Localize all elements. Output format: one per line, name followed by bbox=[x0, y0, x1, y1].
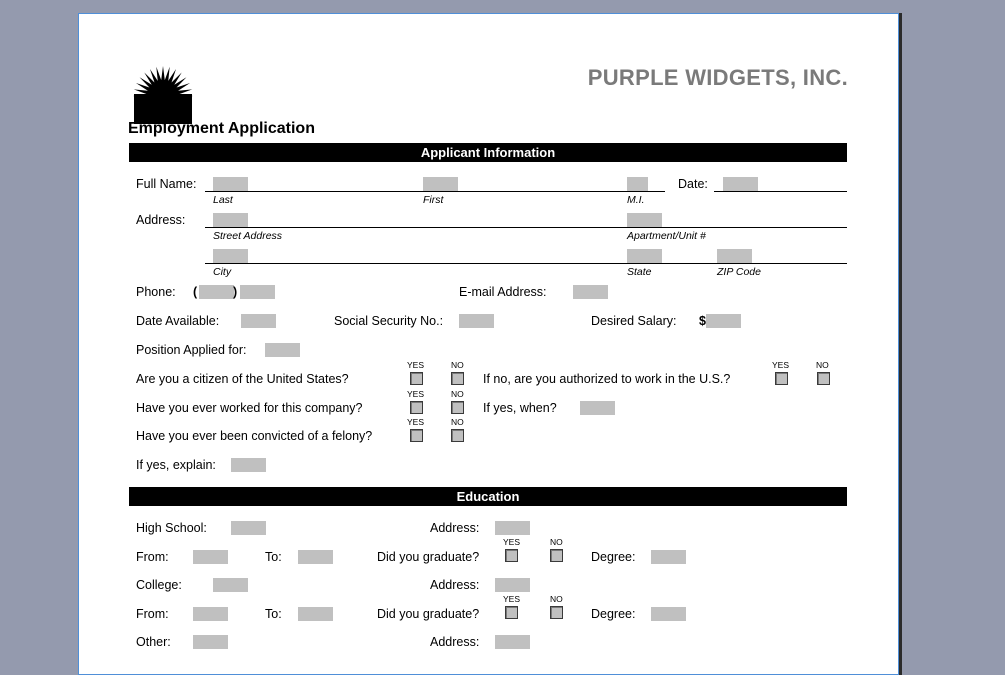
middle-initial-field[interactable] bbox=[627, 177, 648, 191]
street-caption: Street Address bbox=[213, 230, 283, 242]
other-address-label: Address: bbox=[430, 635, 480, 649]
date-label: Date: bbox=[678, 177, 708, 191]
other-label: Other: bbox=[136, 635, 171, 649]
explain-field[interactable] bbox=[231, 458, 266, 472]
no-caption: NO bbox=[451, 389, 464, 399]
when-label: If yes, when? bbox=[483, 401, 557, 415]
last-caption: Last bbox=[213, 194, 233, 206]
citizen-question: Are you a citizen of the United States? bbox=[136, 372, 349, 386]
explain-label: If yes, explain: bbox=[136, 458, 216, 472]
address-label: Address: bbox=[136, 213, 186, 227]
college-label: College: bbox=[136, 578, 182, 592]
ssn-label: Social Security No.: bbox=[334, 314, 444, 328]
college-address-label: Address: bbox=[430, 578, 480, 592]
college-address-field[interactable] bbox=[495, 578, 530, 592]
college-graduate-no-checkbox[interactable] bbox=[550, 606, 563, 619]
zip-field[interactable] bbox=[717, 249, 752, 263]
no-caption: NO bbox=[451, 360, 464, 370]
worked-no-checkbox[interactable] bbox=[451, 401, 464, 414]
no-caption: NO bbox=[550, 594, 563, 604]
area-code-close-paren: ) bbox=[233, 285, 238, 299]
name-underline bbox=[205, 191, 665, 192]
yes-caption: YES bbox=[772, 360, 790, 370]
dollar-sign: $ bbox=[699, 314, 706, 328]
college-degree-label: Degree: bbox=[591, 607, 636, 621]
mi-caption: M.I. bbox=[627, 194, 645, 206]
date-available-field[interactable] bbox=[241, 314, 276, 328]
apartment-field[interactable] bbox=[627, 213, 662, 227]
college-to-field[interactable] bbox=[298, 607, 333, 621]
email-field[interactable] bbox=[573, 285, 608, 299]
other-address-field[interactable] bbox=[495, 635, 530, 649]
authorized-no-checkbox[interactable] bbox=[817, 372, 830, 385]
city-underline bbox=[205, 263, 847, 264]
phone-label: Phone: bbox=[136, 285, 176, 299]
college-from-label: From: bbox=[136, 607, 169, 621]
authorized-question: If no, are you authorized to work in the U.S.? bbox=[483, 372, 731, 386]
desired-salary-label: Desired Salary: bbox=[591, 314, 677, 328]
email-label: E-mail Address: bbox=[459, 285, 547, 299]
worked-yes-checkbox[interactable] bbox=[410, 401, 423, 414]
section-header-education: Education bbox=[129, 487, 847, 506]
area-code-open-paren: ( bbox=[193, 285, 198, 299]
first-name-field[interactable] bbox=[423, 177, 458, 191]
hs-to-field[interactable] bbox=[298, 550, 333, 564]
state-field[interactable] bbox=[627, 249, 662, 263]
zip-caption: ZIP Code bbox=[717, 266, 761, 278]
no-caption: NO bbox=[451, 417, 464, 427]
hs-to-label: To: bbox=[265, 550, 282, 564]
high-school-address-label: Address: bbox=[430, 521, 480, 535]
form-title: Employment Application bbox=[128, 120, 315, 137]
city-caption: City bbox=[213, 266, 232, 278]
felony-no-checkbox[interactable] bbox=[451, 429, 464, 442]
section-header-applicant: Applicant Information bbox=[129, 143, 847, 162]
citizen-no-checkbox[interactable] bbox=[451, 372, 464, 385]
college-graduate-question: Did you graduate? bbox=[377, 607, 480, 621]
felony-question: Have you ever been convicted of a felony? bbox=[136, 429, 373, 443]
date-underline bbox=[714, 191, 847, 192]
citizen-yes-checkbox[interactable] bbox=[410, 372, 423, 385]
worked-question: Have you ever worked for this company? bbox=[136, 401, 363, 415]
hs-graduate-yes-checkbox[interactable] bbox=[505, 549, 518, 562]
no-caption: NO bbox=[816, 360, 829, 370]
yes-caption: YES bbox=[407, 360, 425, 370]
hs-degree-field[interactable] bbox=[651, 550, 686, 564]
no-caption: NO bbox=[550, 537, 563, 547]
hs-from-label: From: bbox=[136, 550, 169, 564]
high-school-label: High School: bbox=[136, 521, 207, 535]
company-name: PURPLE WIDGETS, INC. bbox=[587, 65, 848, 90]
first-caption: First bbox=[423, 194, 444, 206]
document-page bbox=[78, 13, 899, 675]
hs-from-field[interactable] bbox=[193, 550, 228, 564]
ssn-field[interactable] bbox=[459, 314, 494, 328]
last-name-field[interactable] bbox=[213, 177, 248, 191]
hs-degree-label: Degree: bbox=[591, 550, 636, 564]
hs-graduate-no-checkbox[interactable] bbox=[550, 549, 563, 562]
sunburst-logo bbox=[131, 64, 195, 126]
authorized-yes-checkbox[interactable] bbox=[775, 372, 788, 385]
address-underline bbox=[205, 227, 847, 228]
street-address-field[interactable] bbox=[213, 213, 248, 227]
felony-yes-checkbox[interactable] bbox=[410, 429, 423, 442]
high-school-field[interactable] bbox=[231, 521, 266, 535]
high-school-address-field[interactable] bbox=[495, 521, 530, 535]
college-field[interactable] bbox=[213, 578, 248, 592]
full-name-label: Full Name: bbox=[136, 177, 197, 191]
date-field[interactable] bbox=[723, 177, 758, 191]
college-to-label: To: bbox=[265, 607, 282, 621]
area-code-field[interactable] bbox=[199, 285, 234, 299]
yes-caption: YES bbox=[503, 537, 521, 547]
yes-caption: YES bbox=[503, 594, 521, 604]
when-field[interactable] bbox=[580, 401, 615, 415]
position-label: Position Applied for: bbox=[136, 343, 247, 357]
apartment-caption: Apartment/Unit # bbox=[627, 230, 706, 242]
yes-caption: YES bbox=[407, 389, 425, 399]
college-from-field[interactable] bbox=[193, 607, 228, 621]
college-graduate-yes-checkbox[interactable] bbox=[505, 606, 518, 619]
state-caption: State bbox=[627, 266, 652, 278]
other-school-field[interactable] bbox=[193, 635, 228, 649]
phone-field[interactable] bbox=[240, 285, 275, 299]
date-available-label: Date Available: bbox=[136, 314, 220, 328]
hs-graduate-question: Did you graduate? bbox=[377, 550, 480, 564]
yes-caption: YES bbox=[407, 417, 425, 427]
college-degree-field[interactable] bbox=[651, 607, 686, 621]
position-field[interactable] bbox=[265, 343, 300, 357]
city-field[interactable] bbox=[213, 249, 248, 263]
desired-salary-field[interactable] bbox=[706, 314, 741, 328]
